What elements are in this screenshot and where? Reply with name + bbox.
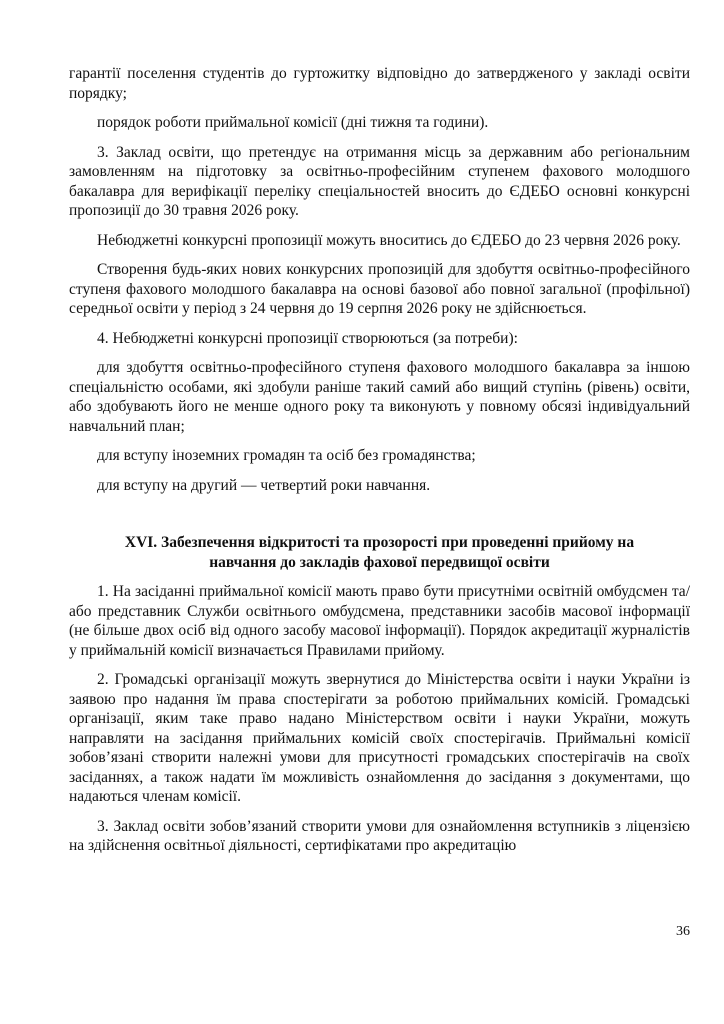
- paragraph-new-proposals: Створення будь-яких нових конкурсних пропозицій для здобуття освітньо-професійного ступеня фахового молодшого бакалавра на основі базової або повної загальної (профільної) середньої освіти у період з 24 червня до 19 серпня 2026 року не здійснюється.: [69, 261, 690, 317]
- page-number: 36: [676, 924, 690, 939]
- paragraph-item-3: 3. Заклад освіти, що претендує на отримання місць за державним або регіональним замовленням на підготовку за освітньо-професійним ступенем фахового молодшого бакалавра для верифікації переліку спеціальностей вносить до ЄДЕБО основні конкурсні пропозиції до 30 травня 2026 року.: [69, 143, 690, 219]
- paragraph-foreigners: для вступу іноземних громадян та осіб без громадянства;: [97, 447, 476, 464]
- paragraph-non-budget-deadline: Небюджетні конкурсні пропозиції можуть вноситись до ЄДЕБО до 23 червня 2026 року.: [97, 231, 681, 249]
- paragraph-other-specialty: для здобуття освітньо-професійного ступеня фахового молодшого бакалавра за іншою спеціальністю особами, які здобули раніше такий самий або вищий ступінь (рівень) освіти, або здобувають його не менше одного року та виконують у повному обсязі індивідуальний навчальний план;: [69, 359, 690, 435]
- section-title-line-1: XVI. Забезпечення відкритості та прозорості при проведенні прийому на: [124, 534, 635, 551]
- section-title-line-2: навчання до закладів фахової передвищої освіти: [209, 553, 550, 571]
- paragraph-ombudsman: 1. На засіданні приймальної комісії мають право бути присутніми освітній омбудсмен та/або представник Служби освітнього омбудсмена, представники засобів масової інформації (не більше двох осіб від одного засобу масової інформації). Порядок акредитації журналістів у приймальній комісії визначається Правилами прийому.: [69, 583, 690, 659]
- document-page: [69, 64, 690, 856]
- paragraph-observers: 2. Громадські організації можуть звернутися до Міністерства освіти і науки України із заявою про надання їм права спостерігати за роботою приймальних комісій. Громадські організації, яким таке право надано Міністерством освіти і науки України, можуть направляти на засідання приймальних комісій своїх спостерігачів. Приймальні комісії зобов’язані створити належні умови для присутності громадських спостерігачів на своїх засіданнях, а також надати їм можливість ознайомлення до засідання з документами, що надаються членам комісії.: [69, 671, 690, 805]
- paragraph-dormitory-guarantee: гарантії поселення студентів до гуртожитку відповідно до затвердженого у закладі освіти порядку;: [69, 65, 690, 102]
- paragraph-later-years: для вступу на другий — четвертий роки навчання.: [97, 476, 431, 494]
- paragraph-item-4: 4. Небюджетні конкурсні пропозиції створюються (за потреби):: [97, 329, 518, 347]
- paragraph-commission-schedule: порядок роботи приймальної комісії (дні тижня та години).: [97, 114, 489, 131]
- paragraph-license: 3. Заклад освіти зобов’язаний створити умови для ознайомлення вступників з ліцензією на здійснення освітньої діяльності, сертифікатами про акредитацію: [69, 817, 690, 854]
- section-heading: [69, 533, 690, 572]
